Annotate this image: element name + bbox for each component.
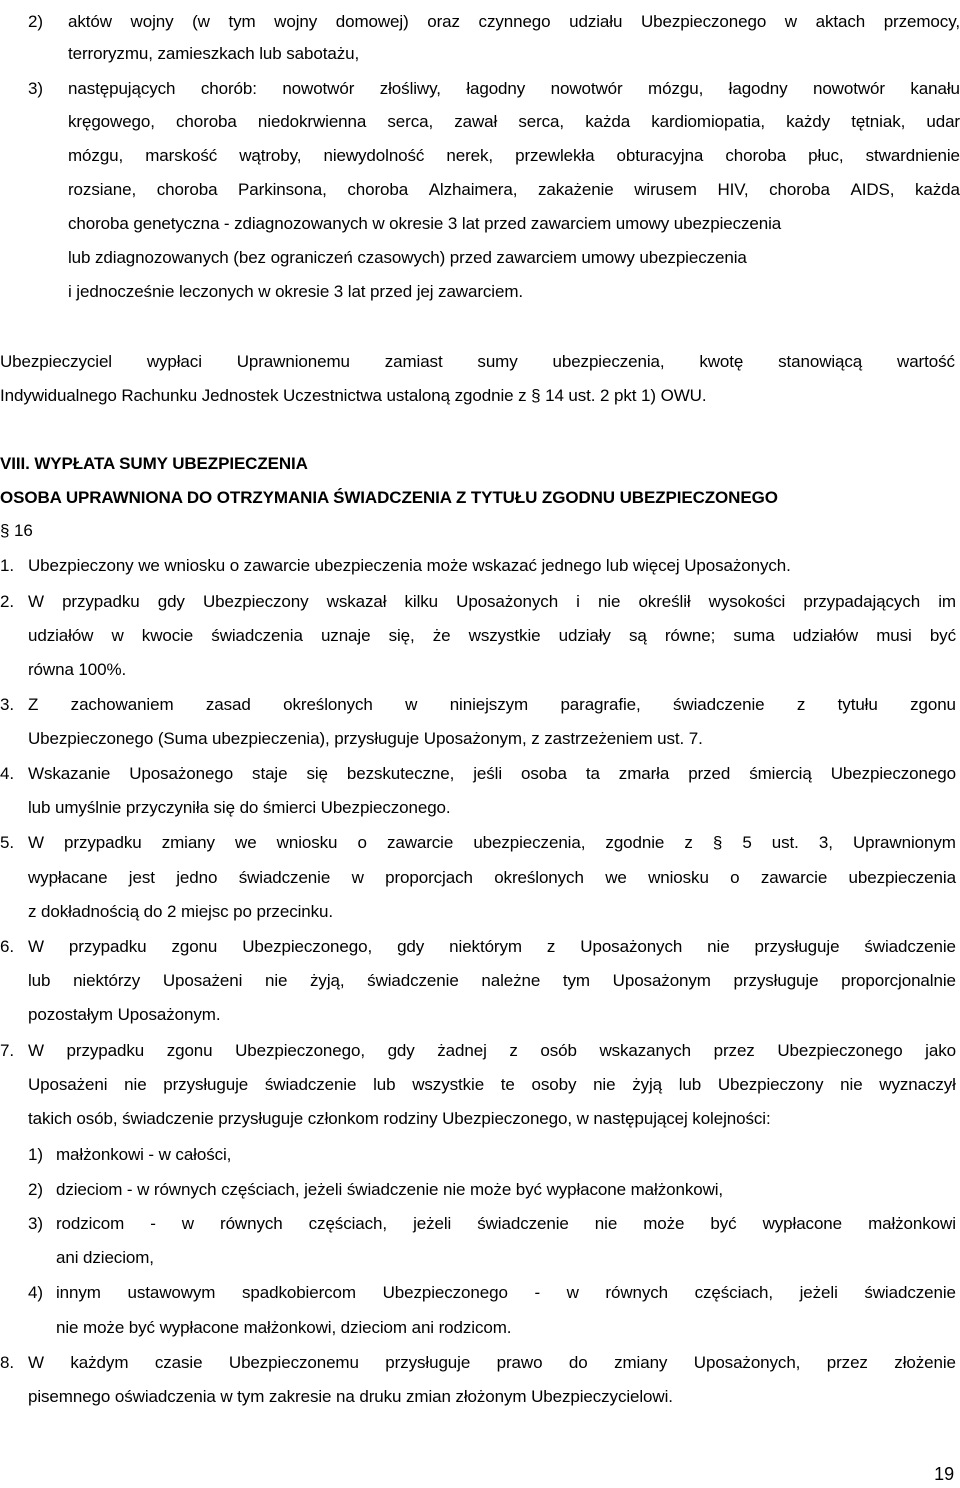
- paragraph-line: Indywidualnego Rachunku Jednostek Uczestnictwa ustaloną zgodnie z § 14 ust. 2 pkt 1) OWU.: [0, 386, 707, 405]
- point-5: W przypadku zmiany we wniosku o zawarcie ubezpieczenia, zgodnie z § 5 ust. 3, Uprawnionym: [28, 833, 956, 852]
- text-line: i jednocześnie leczonych w okresie 3 lat przed jej zawarciem.: [68, 282, 524, 301]
- text-line: pisemnego oświadczenia w tym zakresie na druku zmian złożonym Ubezpieczycielowi.: [28, 1387, 673, 1406]
- subpoint-3: rodzicom - w równych częściach, jeżeli świadczenie nie może być wypłacone małżonkowi: [56, 1214, 956, 1233]
- page-number: 19: [934, 1464, 954, 1484]
- section-heading: VIII. WYPŁATA SUMY UBEZPIECZENIA: [0, 454, 308, 473]
- list-item-2: aktów wojny (w tym wojny domowej) oraz czynnego udziału Ubezpieczonego w aktach przemocy,: [68, 12, 960, 31]
- text-line: Uposażeni nie przysługuje świadczenie lub wszystkie te osoby nie żyją lub Ubezpieczony nie wyznaczył: [28, 1075, 956, 1094]
- text-line: takich osób, świadczenie przysługuje członkom rodziny Ubezpieczonego, w następującej kolejności:: [28, 1109, 771, 1128]
- text-line: równa 100%.: [28, 660, 127, 679]
- subpoint-1: małżonkowi - w całości,: [56, 1145, 232, 1164]
- subpoint-4: innym ustawowym spadkobiercom Ubezpieczonego - w równych częściach, jeżeli świadczenie: [56, 1283, 956, 1302]
- text-line: nie może być wypłacone małżonkowi, dzieciom ani rodzicom.: [56, 1318, 512, 1337]
- list-number: 8.: [0, 1353, 14, 1372]
- list-number: 1.: [0, 556, 14, 575]
- list-number: 3): [28, 1214, 43, 1233]
- text-line: Ubezpieczonego (Suma ubezpieczenia), przysługuje Uposażonym, z zastrzeżeniem ust. 7.: [28, 729, 703, 748]
- text-line: lub umyślnie przyczyniła się do śmierci Ubezpieczonego.: [28, 798, 451, 817]
- text-line: rozsiane, choroba Parkinsona, choroba Alzhaimera, zakażenie wirusem HIV, choroba AIDS, każda: [68, 180, 960, 199]
- paragraph-line: Ubezpieczyciel wypłaci Uprawnionemu zamiast sumy ubezpieczenia, kwotę stanowiącą wartość: [0, 352, 955, 371]
- text-line: lub zdiagnozowanych (bez ograniczeń czasowych) przed zawarciem umowy ubezpieczenia: [68, 248, 747, 267]
- list-number: 5.: [0, 833, 14, 852]
- list-number: 3): [28, 79, 43, 98]
- point-3: Z zachowaniem zasad określonych w niniejszym paragrafie, świadczenie z tytułu zgonu: [28, 695, 956, 714]
- list-number: 4.: [0, 764, 14, 783]
- point-6: W przypadku zgonu Ubezpieczonego, gdy niektórym z Uposażonych nie przysługuje świadczenie: [28, 937, 956, 956]
- list-number: 4): [28, 1283, 43, 1302]
- paragraph-symbol: § 16: [0, 521, 33, 540]
- text-line: mózgu, marskość wątroby, niewydolność nerek, przewlekła obturacyjna choroba płuc, stwardnienie: [68, 146, 960, 165]
- section-subheading: OSOBA UPRAWNIONA DO OTRZYMANIA ŚWIADCZENIA Z TYTUŁU ZGODNU UBEZPIECZONEGO: [0, 488, 778, 507]
- list-number: 2): [28, 12, 43, 31]
- text-line: ani dzieciom,: [56, 1248, 154, 1267]
- point-8: W każdym czasie Ubezpieczonemu przysługuje prawo do zmiany Uposażonych, przez złożenie: [28, 1353, 956, 1372]
- text-line: kręgowego, choroba niedokrwienna serca, zawał serca, każda kardiomiopatia, każdy tętniak, udar: [68, 112, 960, 131]
- list-number: 3.: [0, 695, 14, 714]
- point-1: Ubezpieczony we wniosku o zawarcie ubezpieczenia może wskazać jednego lub więcej Uposażonych.: [28, 556, 791, 575]
- subpoint-2: dzieciom - w równych częściach, jeżeli świadczenie nie może być wypłacone małżonkowi,: [56, 1180, 724, 1199]
- text-line: wypłacane jest jedno świadczenie w proporcjach określonych we wniosku o zawarcie ubezpieczenia: [28, 868, 956, 887]
- point-2: W przypadku gdy Ubezpieczony wskazał kilku Uposażonych i nie określił wysokości przypadających im: [28, 592, 956, 611]
- text-line: lub niektórzy Uposażeni nie żyją, świadczenie należne tym Uposażonym przysługuje proporcjonalnie: [28, 971, 956, 990]
- text-line: z dokładnością do 2 miejsc po przecinku.: [28, 902, 333, 921]
- text-line: choroba genetyczna - zdiagnozowanych w okresie 3 lat przed zawarciem umowy ubezpieczenia: [68, 214, 782, 233]
- list-number: 2.: [0, 592, 14, 611]
- list-number: 7.: [0, 1041, 14, 1060]
- list-number: 1): [28, 1145, 43, 1164]
- point-7: W przypadku zgonu Ubezpieczonego, gdy żadnej z osób wskazanych przez Ubezpieczonego jako: [28, 1041, 956, 1060]
- list-number: 2): [28, 1180, 43, 1199]
- list-number: 6.: [0, 937, 14, 956]
- text-line: pozostałym Uposażonym.: [28, 1005, 221, 1024]
- list-item-3: następujących chorób: nowotwór złośliwy, łagodny nowotwór mózgu, łagodny nowotwór kanału: [68, 79, 960, 98]
- text-line: udziałów w kwocie świadczenia uznaje się, że wszystkie udziały są równe; suma udziałów musi być: [28, 626, 956, 645]
- point-4: Wskazanie Uposażonego staje się bezskuteczne, jeśli osoba ta zmarła przed śmiercią Ubezpieczonego: [28, 764, 956, 783]
- text-line: terroryzmu, zamieszkach lub sabotażu,: [68, 44, 360, 63]
